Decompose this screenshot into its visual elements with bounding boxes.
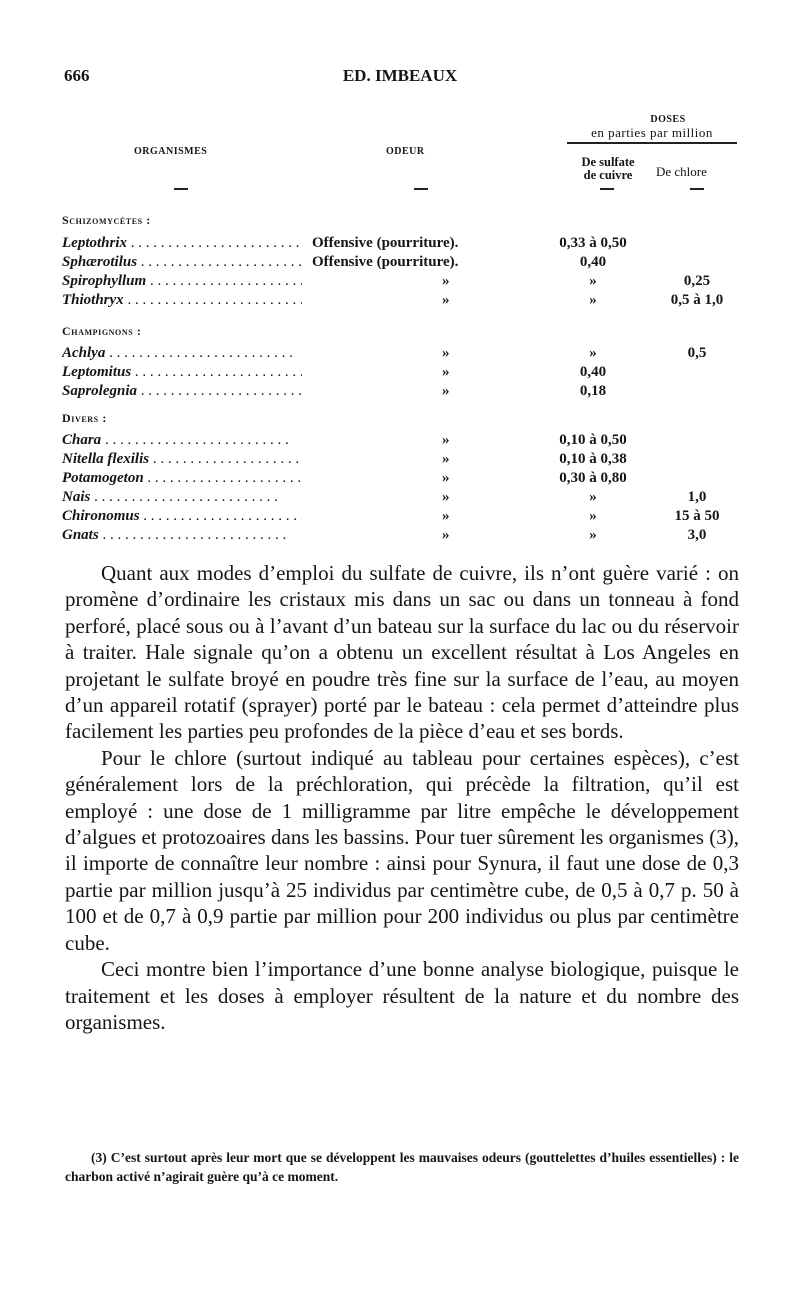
odeur-cell: » bbox=[442, 292, 450, 308]
organism-name: Sphærotilus . . . bbox=[62, 254, 302, 271]
running-head: ED. IMBEAUX bbox=[342, 66, 458, 85]
organism-name: Nais . . . bbox=[62, 489, 302, 506]
header-organismes: ORGANISMES bbox=[134, 146, 208, 157]
sulfate-cell: 0,10 à 0,38 bbox=[559, 451, 627, 467]
odeur-cell: » bbox=[442, 451, 450, 467]
chlore-cell: 3,0 bbox=[687, 527, 707, 543]
odeur-cell: » bbox=[442, 527, 450, 543]
sulfate-cell: 0,33 à 0,50 bbox=[559, 235, 627, 251]
odeur-cell: » bbox=[442, 489, 450, 505]
odeur-cell: » bbox=[442, 383, 450, 399]
organism-name: Saprolegnia . . . bbox=[62, 383, 302, 400]
table-row bbox=[62, 364, 742, 384]
body-text bbox=[65, 560, 739, 1035]
category-heading: Champignons : bbox=[62, 324, 142, 338]
chlore-cell: 0,25 bbox=[683, 273, 711, 289]
paragraph-1: Quant aux modes d’emploi du sulfate de cuivre, ils n’ont guère varié : on promène d’ordinaire les cristaux mis dans un sac ou dans un tonneau à fond perforé, placé sous ou à l’avant d’un bateau sur la surface du lac ou du réservoir à traiter. Hale signale qu’on a obtenu un excellent résultat à Los Angeles en projetant le sulfate broyé en poudre très fine sur la surface de l’eau, au moyen d’un appareil rotatif (sprayer) porté par le bateau : cela permet d’atteindre plus facilement les parties peu profondes de la pièce d’eau et ses bords. bbox=[65, 561, 739, 744]
table-row bbox=[62, 345, 742, 365]
paragraph-3: Ceci montre bien l’importance d’une bonne analyse biologique, puisque le traitement et les doses à employer résultent de la nature et du nombre des organismes. bbox=[65, 957, 739, 1034]
table-row bbox=[62, 508, 742, 528]
header-odeur: ODEUR bbox=[386, 146, 425, 157]
odeur-cell: » bbox=[442, 364, 450, 380]
organism-name: Leptomitus . . . bbox=[62, 364, 302, 381]
table-row bbox=[62, 254, 742, 274]
chlore-cell: 0,5 bbox=[687, 345, 707, 361]
sulfate-cell: » bbox=[589, 345, 597, 361]
chlore-cell: 0,5 à 1,0 bbox=[670, 292, 724, 308]
odeur-cell: » bbox=[442, 432, 450, 448]
sulfate-cell: 0,40 bbox=[579, 254, 607, 270]
odeur-cell: » bbox=[442, 273, 450, 289]
odeur-cell: » bbox=[442, 470, 450, 486]
table-row bbox=[62, 432, 742, 452]
organism-name: Leptothrix . . . bbox=[62, 235, 302, 252]
organism-name: Spirophyllum . . . bbox=[62, 273, 302, 290]
table-row bbox=[62, 470, 742, 490]
sulfate-cell: 0,40 bbox=[579, 364, 607, 380]
odeur-cell: Offensive (pourriture). bbox=[312, 235, 459, 251]
table-row bbox=[62, 489, 742, 509]
table-row bbox=[62, 292, 742, 312]
table-row bbox=[62, 383, 742, 403]
chlore-cell: 15 à 50 bbox=[674, 508, 720, 524]
organism-name: Chironomus . . . bbox=[62, 508, 302, 525]
organism-name: Achlya . . . bbox=[62, 345, 302, 362]
column-dash bbox=[600, 188, 614, 190]
category-heading: Divers : bbox=[62, 411, 107, 425]
header-parts: en parties par million bbox=[591, 125, 713, 140]
page-header bbox=[64, 66, 736, 90]
sulfate-cell: » bbox=[589, 527, 597, 543]
sulfate-cell: » bbox=[589, 292, 597, 308]
sulfate-cell: » bbox=[589, 273, 597, 289]
sulfate-cell: » bbox=[589, 508, 597, 524]
header-sulfate bbox=[558, 156, 658, 182]
sulfate-cell: » bbox=[589, 489, 597, 505]
header-doses: DOSES bbox=[650, 114, 686, 125]
organism-name: Gnats . . . bbox=[62, 527, 302, 544]
odeur-cell: » bbox=[442, 345, 450, 361]
odeur-cell: » bbox=[442, 508, 450, 524]
table-row bbox=[62, 527, 742, 547]
chlore-cell: 1,0 bbox=[687, 489, 707, 505]
page-number: 666 bbox=[64, 66, 90, 85]
organism-name: Potamogeton . . . bbox=[62, 470, 302, 487]
header-sulfate-line2: de cuivre bbox=[583, 168, 633, 182]
organism-name: Thiothryx . . . bbox=[62, 292, 302, 309]
column-dash bbox=[414, 188, 428, 190]
category-heading: Schizomycètes : bbox=[62, 213, 151, 227]
footnote: (3) C’est surtout après leur mort que se développent les mauvaises odeurs (gouttelettes d’huiles essentielles) : le charbon activé n’agirait guère qu’à ce moment. bbox=[65, 1150, 739, 1184]
table-row bbox=[62, 273, 742, 293]
header-brace bbox=[567, 142, 737, 144]
organism-name: Nitella flexilis . . . bbox=[62, 451, 302, 468]
header-chlore: De chlore bbox=[656, 164, 707, 179]
sulfate-cell: 0,18 bbox=[579, 383, 607, 399]
paragraph-2: Pour le chlore (surtout indiqué au tableau pour certaines espèces), c’est généralement lors de la préchloration, qui précède la filtration, qu’il est employé : une dose de 1 milligramme par litre empêche le développement d’algues et protozoaires dans les bassins. Pour tuer sûrement les organismes (3), il importe de connaître leur nombre : ainsi pour Synura, il faut une dose de 0,3 partie par million jusqu’à 25 individus par centimètre cube, de 0,5 à 0,7 p. 50 à 100 et de 0,7 à 0,9 partie par million pour 200 individus ou plus par centimètre cube. bbox=[65, 745, 739, 955]
sulfate-cell: 0,10 à 0,50 bbox=[559, 432, 627, 448]
organism-name: Chara . . . bbox=[62, 432, 302, 449]
table-row bbox=[62, 235, 742, 255]
header-sulfate-line1: De sulfate bbox=[581, 155, 635, 169]
column-dash bbox=[690, 188, 704, 190]
organisms-table bbox=[62, 102, 742, 542]
table-row bbox=[62, 451, 742, 471]
odeur-cell: Offensive (pourriture). bbox=[312, 254, 459, 270]
column-dash bbox=[174, 188, 188, 190]
sulfate-cell: 0,30 à 0,80 bbox=[559, 470, 627, 486]
